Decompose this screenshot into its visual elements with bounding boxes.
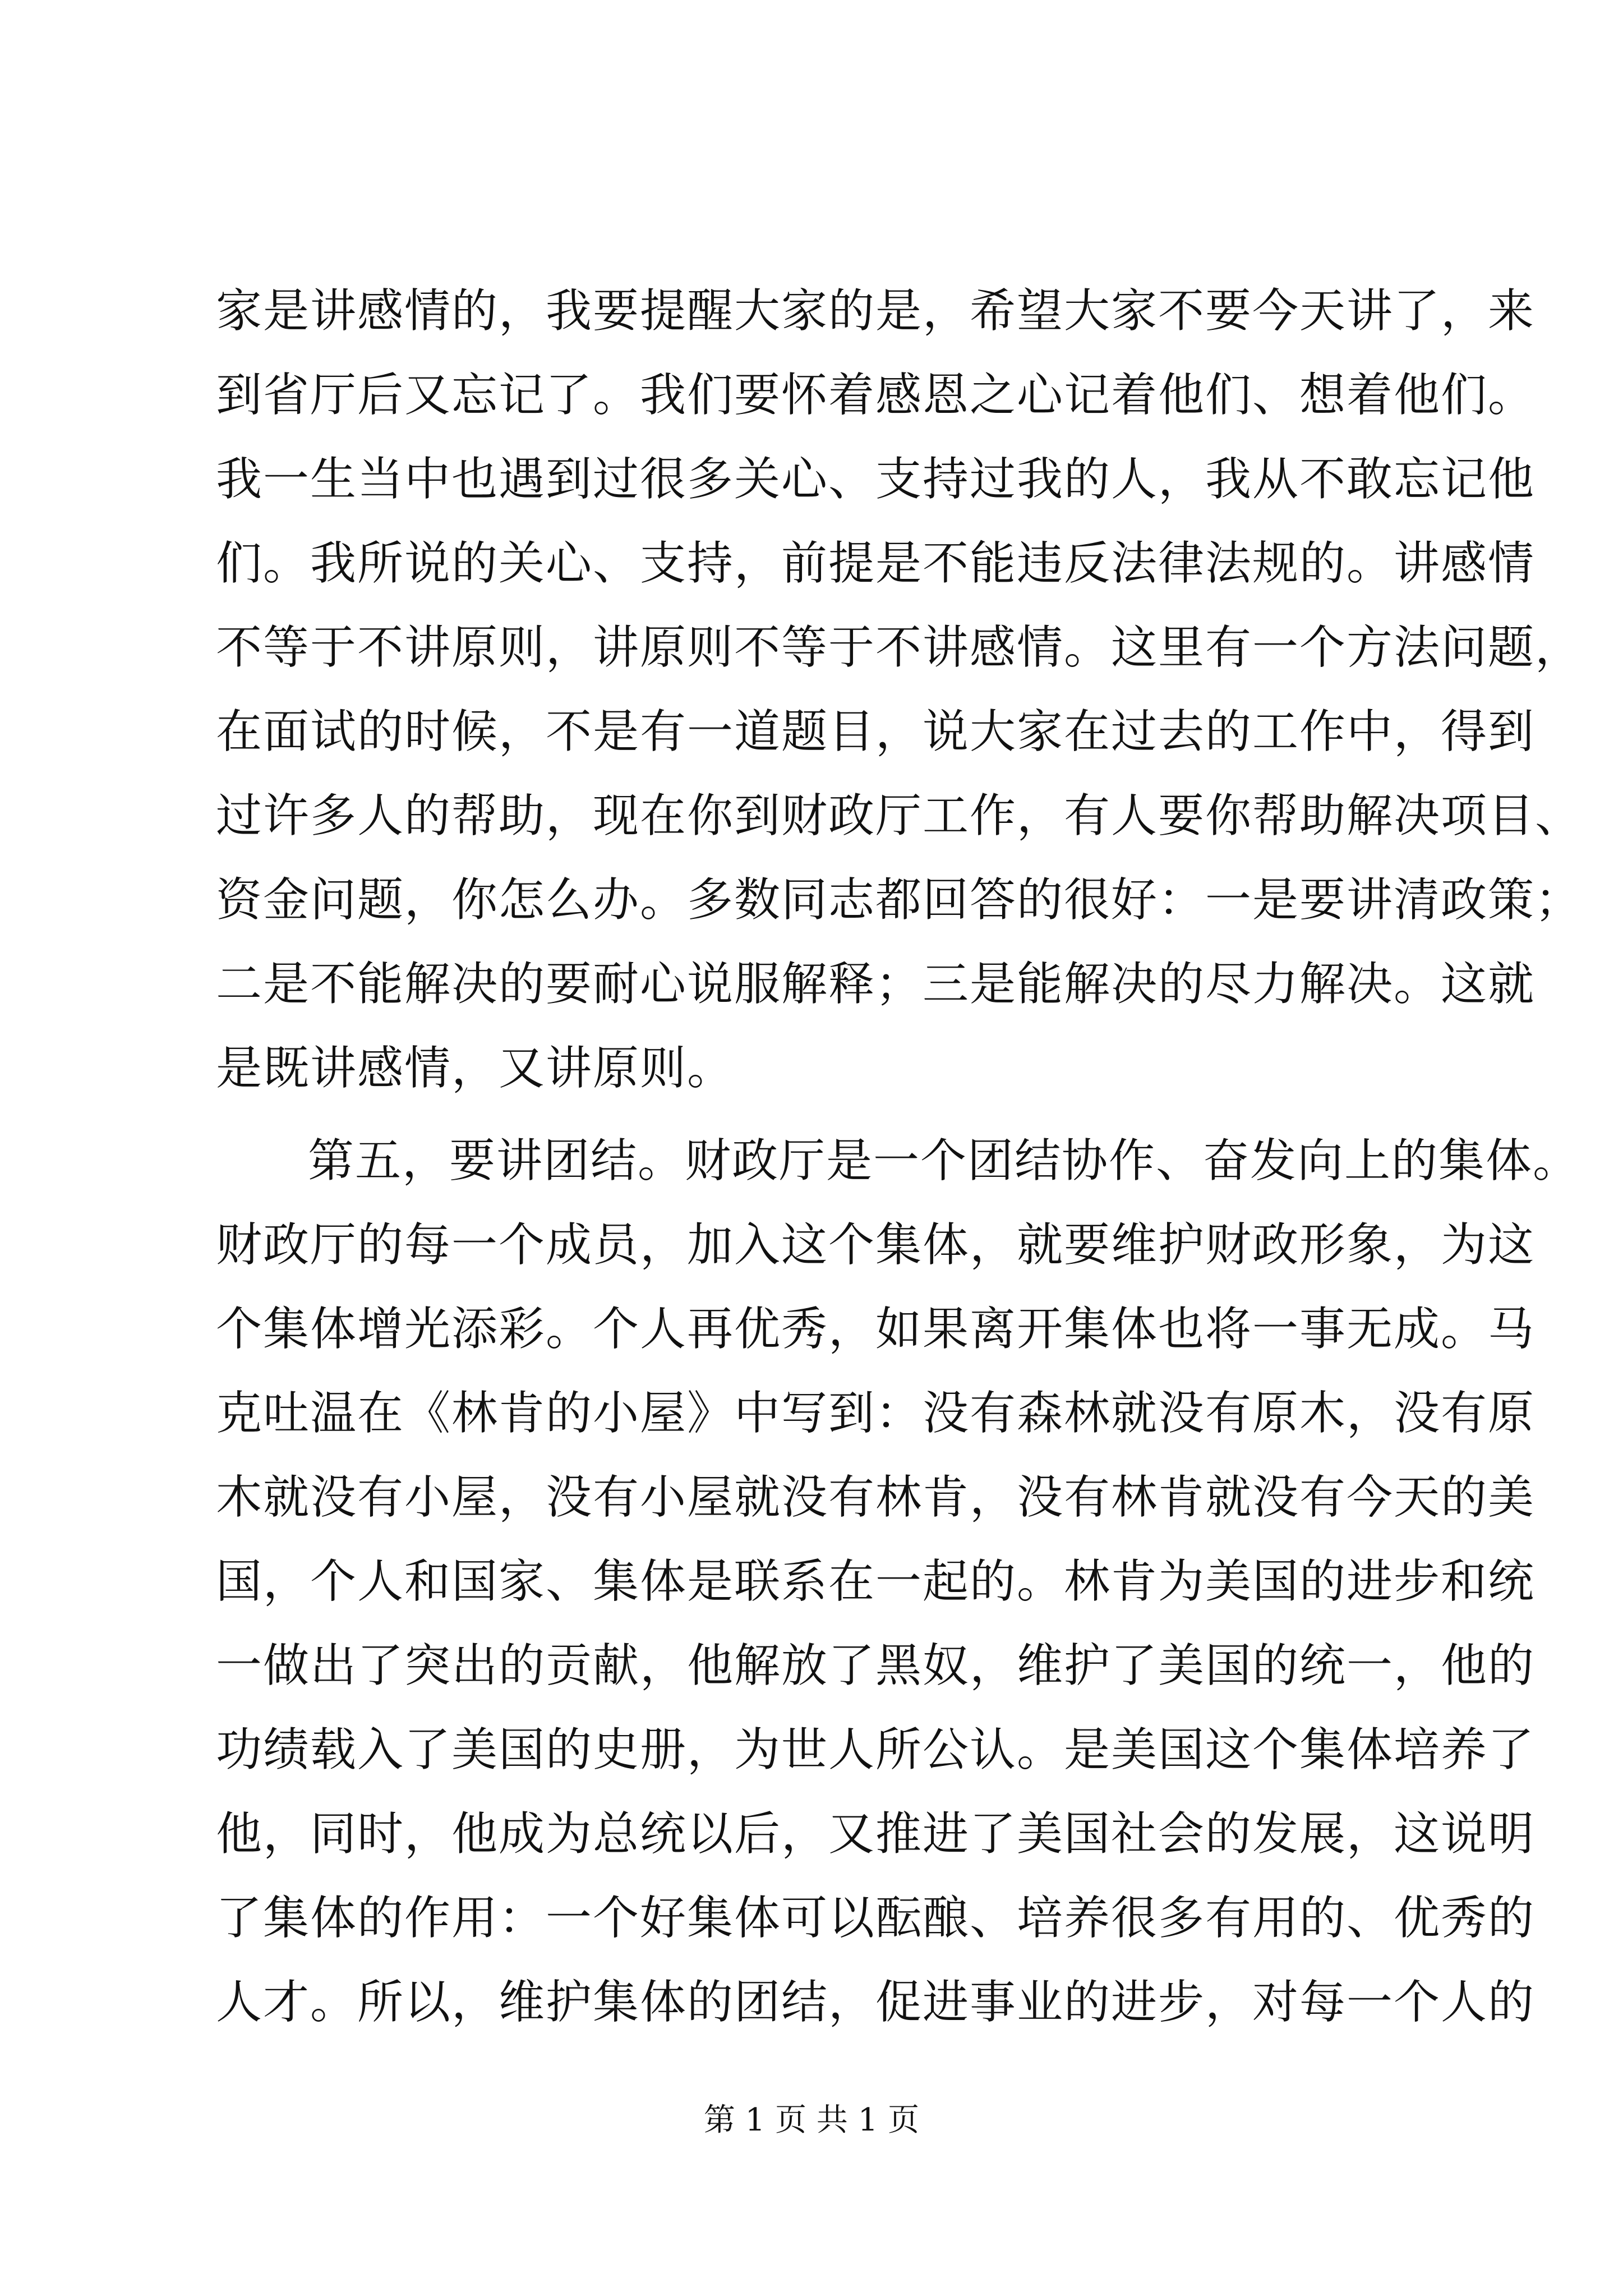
text-line: 第五，要讲团结。财政厅是一个团结协作、奋发向上的集体。 <box>308 1134 1580 1188</box>
text-line: 一做出了突出的贡献，他解放了黑奴，维护了美国的统一，他的 <box>216 1639 1536 1692</box>
paragraph-gap <box>216 1111 1427 1119</box>
body-text <box>216 269 1583 2045</box>
text-line: 是既讲感情，又讲原则。 <box>216 1042 735 1095</box>
text-line: 功绩载入了美国的史册，为世人所公认。是美国这个集体培养了 <box>216 1723 1536 1777</box>
text-line: 我一生当中也遇到过很多关心、支持过我的人，我从不敢忘记他 <box>216 453 1536 506</box>
paragraph-1 <box>216 269 1583 1111</box>
text-line: 他，同时，他成为总统以后，又推进了美国社会的发展，这说明 <box>216 1807 1536 1861</box>
text-line: 过许多人的帮助，现在你到财政厅工作，有人要你帮助解决项目、 <box>216 789 1583 843</box>
paragraph-2 <box>216 1119 1580 2045</box>
text-line: 个集体增光添彩。个人再优秀，如果离开集体也将一事无成。马 <box>216 1303 1536 1356</box>
text-line: 在面试的时候，不是有一道题目，说大家在过去的工作中，得到 <box>216 705 1536 758</box>
text-line: 不等于不讲原则，讲原则不等于不讲感情。这里有一个方法问题， <box>216 621 1583 674</box>
page-footer <box>0 2098 1623 2143</box>
text-line: 国，个人和国家、集体是联系在一起的。林肯为美国的进步和统 <box>216 1555 1536 1608</box>
text-line: 家是讲感情的，我要提醒大家的是，希望大家不要今天讲了，来 <box>216 284 1536 338</box>
text-line: 二是不能解决的要耐心说服解释；三是能解决的尽力解决。这就 <box>216 958 1536 1011</box>
text-line: 资金问题，你怎么办。多数同志都回答的很好：一是要讲清政策； <box>216 873 1583 927</box>
page-number-label: 第 1 页 共 1 页 <box>703 2102 920 2138</box>
text-line: 克吐温在《林肯的小屋》中写到：没有森林就没有原木，没有原 <box>216 1387 1536 1440</box>
text-line: 到省厅后又忘记了。我们要怀着感恩之心记着他们、想着他们。 <box>216 369 1536 422</box>
text-line: 了集体的作用：一个好集体可以酝酿、培养很多有用的、优秀的 <box>216 1892 1536 1945</box>
text-line: 财政厅的每一个成员，加入这个集体，就要维护财政形象，为这 <box>216 1218 1536 1272</box>
text-line: 人才。所以，维护集体的团结，促进事业的进步，对每一个人的 <box>216 1976 1536 2029</box>
text-line: 木就没有小屋，没有小屋就没有林肯，没有林肯就没有今天的美 <box>216 1471 1536 1524</box>
text-line: 们。我所说的关心、支持，前提是不能违反法律法规的。讲感情 <box>216 537 1536 590</box>
